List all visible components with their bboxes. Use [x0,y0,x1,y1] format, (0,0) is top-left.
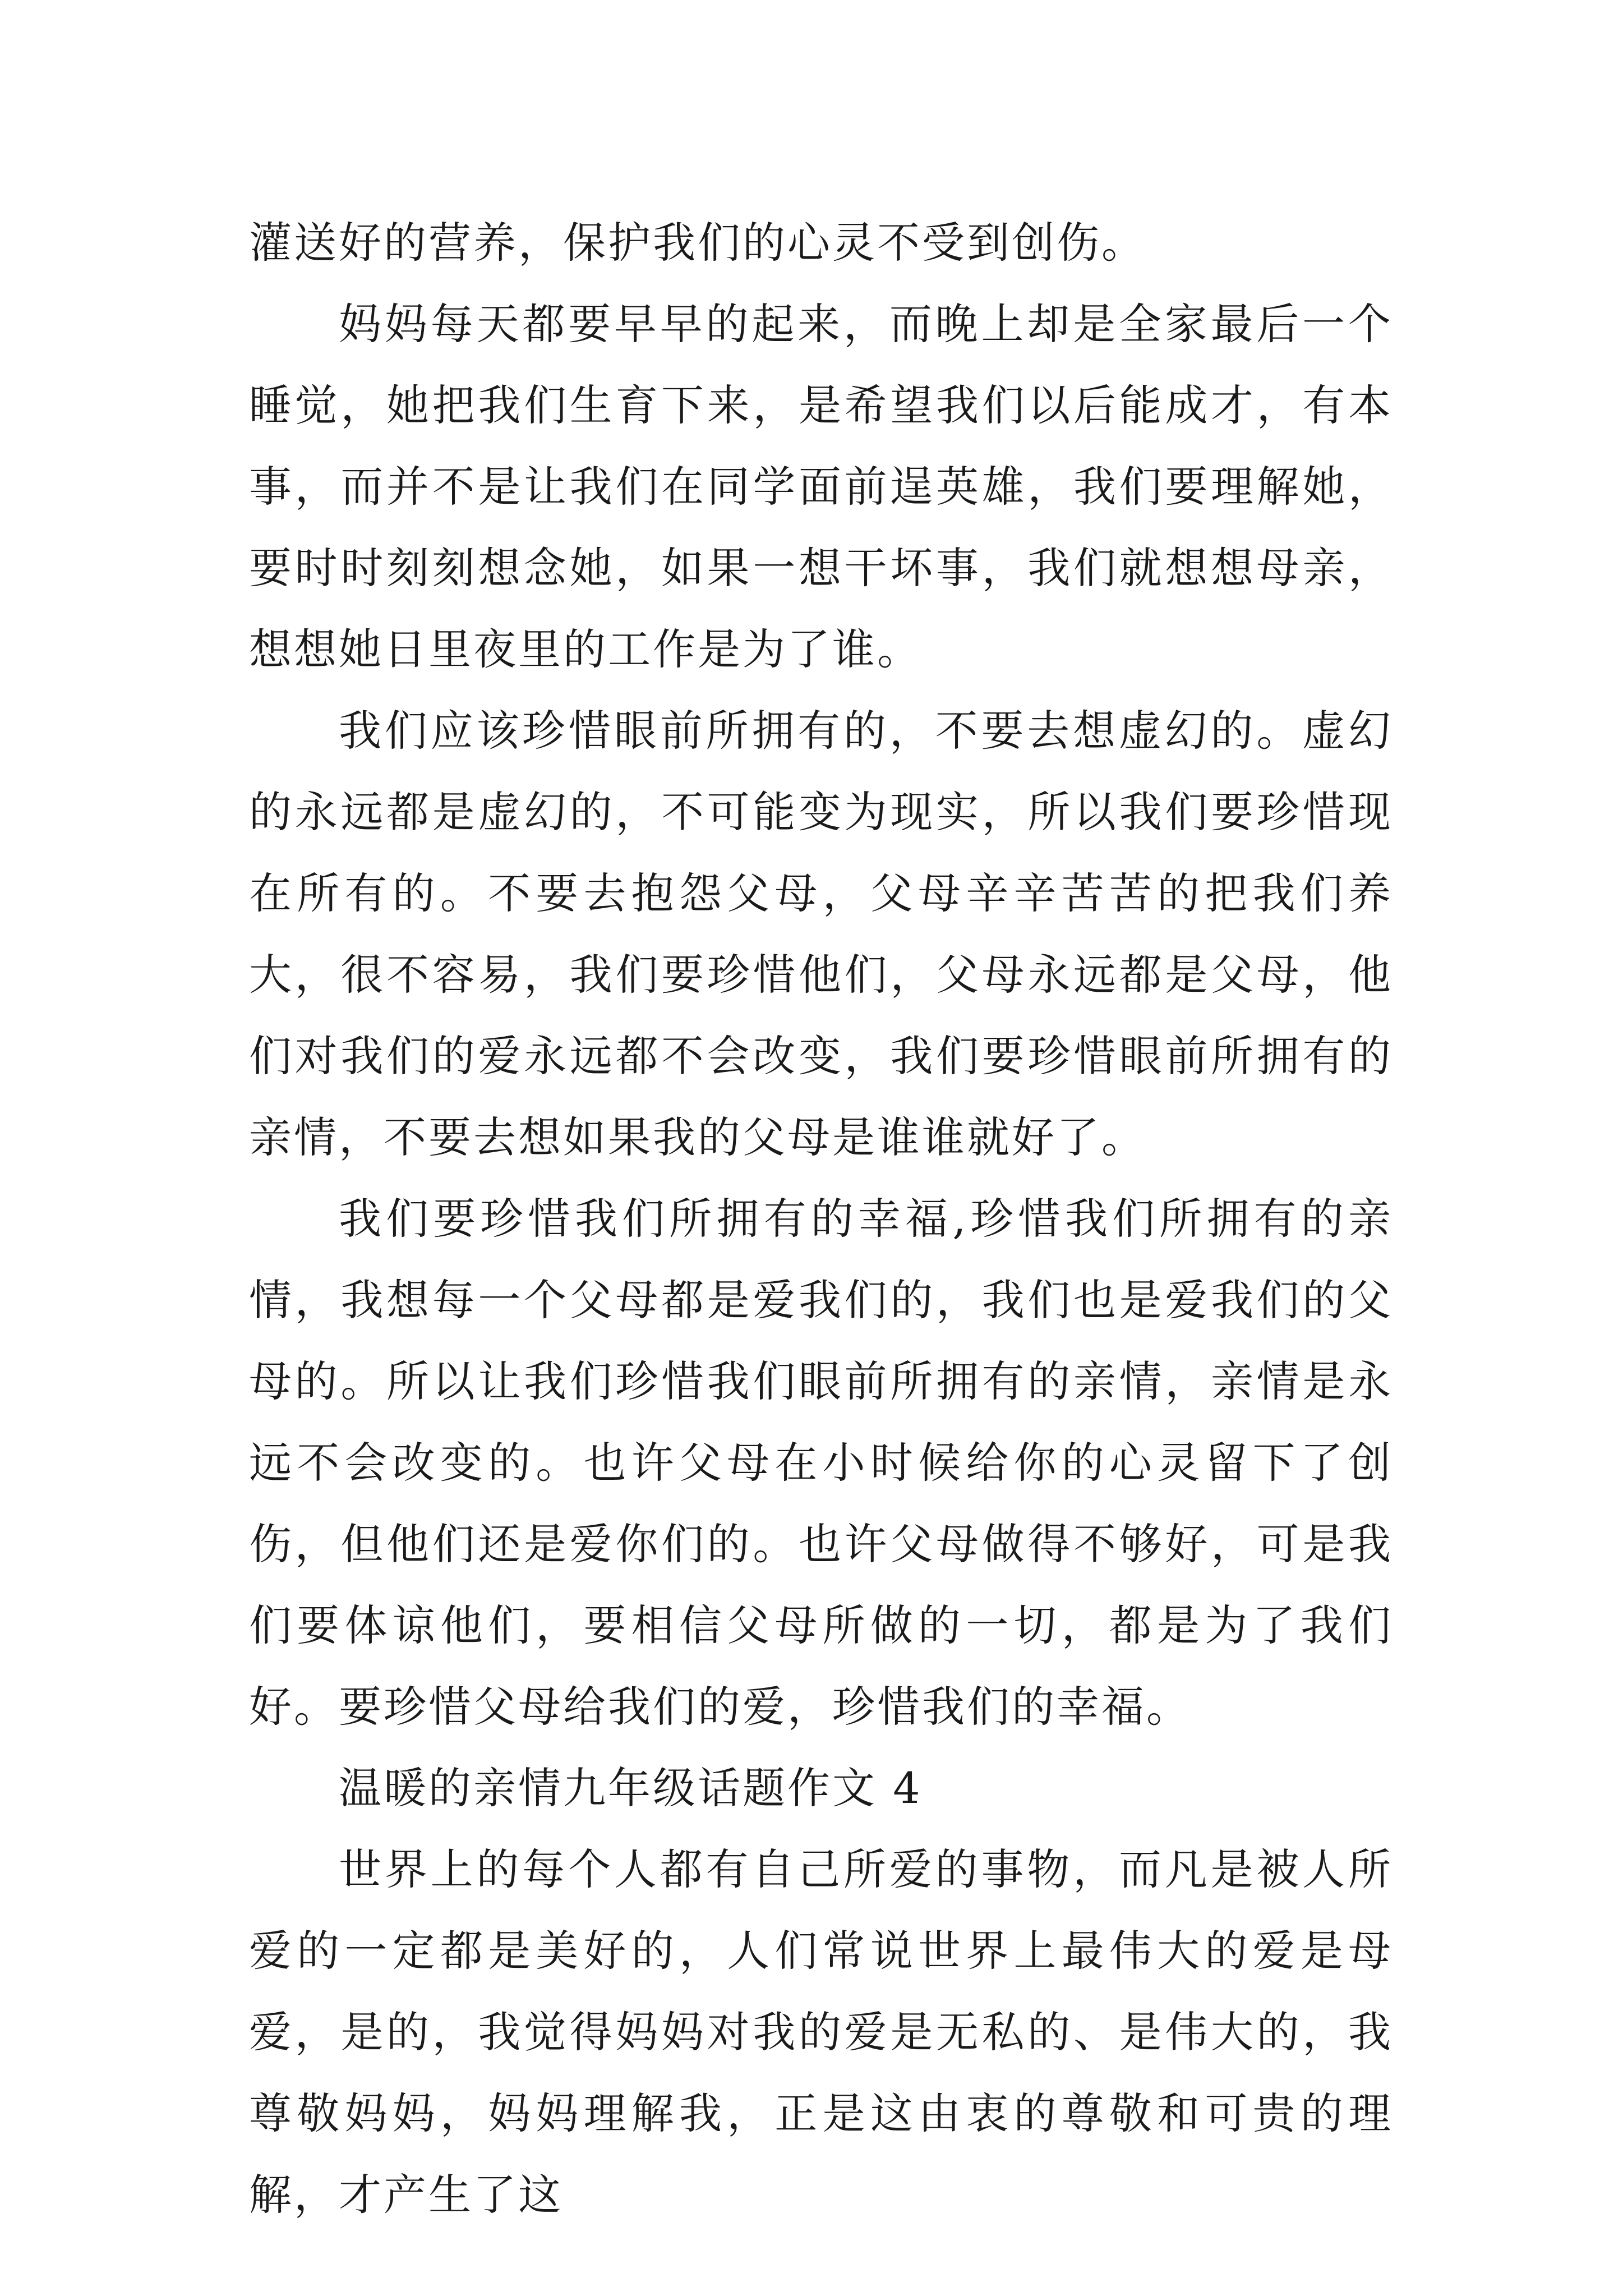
paragraph-world-love: 世界上的每个人都有自己所爱的事物，而凡是被人所爱的一定都是美好的，人们常说世界上最伟大的爱是母爱，是的，我觉得妈妈对我的爱是无私的、是伟大的，我尊敬妈妈，妈妈理解我，正是这由衷的尊敬和可贵的理解，才产生了这 [249,1844,1393,2220]
section-heading: 温暖的亲情九年级话题作文 4 [339,1763,923,1813]
paragraph-continuation: 灌送好的营养，保护我们的心灵不受到创伤。 [249,218,1146,268]
document-body [249,202,1393,2235]
paragraph-cherish-present: 我们应该珍惜眼前所拥有的，不要去想虚幻的。虚幻的永远都是虚幻的，不可能变为现实，所以我们要珍惜现在所有的。不要去抱怨父母，父母辛辛苦苦的把我们养大，很不容易，我们要珍惜他们，父母永远都是父母，他们对我们的爱永远都不会改变，我们要珍惜眼前所拥有的亲情，不要去想如果我的父母是谁谁就好了。 [249,706,1393,1162]
paragraph-mother-daily: 妈妈每天都要早早的起来，而晚上却是全家最后一个睡觉，她把我们生育下来，是希望我们以后能成才，有本事，而并不是让我们在同学面前逞英雄，我们要理解她，要时时刻刻想念她，如果一想干坏事，我们就想想母亲，想想她日里夜里的工作是为了谁。 [249,299,1393,674]
paragraph-cherish-happiness: 我们要珍惜我们所拥有的幸福,珍惜我们所拥有的亲情，我想每一个父母都是爱我们的，我们也是爱我们的父母的。所以让我们珍惜我们眼前所拥有的亲情，亲情是永远不会改变的。也许父母在小时候给你的心灵留下了创伤，但他们还是爱你们的。也许父母做得不够好，可是我们要体谅他们，要相信父母所做的一切，都是为了我们好。要珍惜父母给我们的爱，珍惜我们的幸福。 [249,1194,1393,1732]
